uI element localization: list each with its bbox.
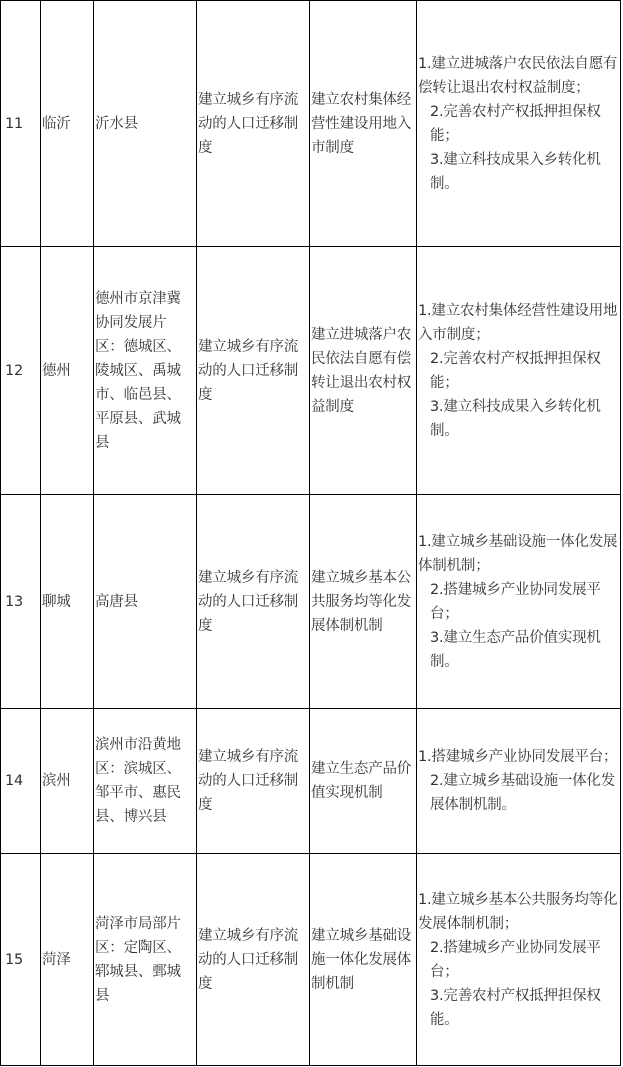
task-item: 1.建立城乡基础设施一体化发展体制机制； [418,533,618,574]
county-cell: 德州市京津冀协同发展片区：德城区、陵城区、禹城市、临邑县、平原县、武城县 [94,247,197,495]
county-cell: 菏泽市局部片区：定陶区、郓城县、鄄城县 [94,854,197,1066]
primary-task-cell: 建立生态产品价值实现机制 [310,709,417,854]
task-item: 3.建立科技成果入乡转化机制。 [430,398,601,439]
city-cell: 聊城 [41,495,94,709]
other-tasks-cell [417,1,621,247]
task-item: 2.搭建城乡产业协同发展平台； [430,581,601,622]
city-cell: 临沂 [41,1,94,247]
row-number: 13 [1,495,41,709]
row-number: 11 [1,1,41,247]
row-number: 12 [1,247,41,495]
reform-cell: 建立城乡有序流动的人口迁移制度 [197,1,310,247]
city-cell: 菏泽 [41,854,94,1066]
table-row [1,709,621,854]
reform-cell: 建立城乡有序流动的人口迁移制度 [197,709,310,854]
other-tasks-cell [417,854,621,1066]
other-tasks-cell [417,709,621,854]
reform-cell: 建立城乡有序流动的人口迁移制度 [197,247,310,495]
primary-task-cell: 建立城乡基本公共服务均等化发展体制机制 [310,495,417,709]
table-row [1,1,621,247]
reform-cell: 建立城乡有序流动的人口迁移制度 [197,854,310,1066]
task-item: 2.搭建城乡产业协同发展平台； [430,939,601,980]
reform-cell: 建立城乡有序流动的人口迁移制度 [197,495,310,709]
table-row [1,495,621,709]
task-item: 3.建立科技成果入乡转化机制。 [430,151,601,192]
task-item: 1.建立农村集体经营性建设用地入市制度； [418,302,618,343]
primary-task-cell: 建立城乡基础设施一体化发展体制机制 [310,854,417,1066]
county-cell: 滨州市沿黄地区：滨城区、邹平市、惠民县、博兴县 [94,709,197,854]
task-item: 1.搭建城乡产业协同发展平台； [418,749,618,765]
table-row [1,854,621,1066]
primary-task-cell: 建立农村集体经营性建设用地入市制度 [310,1,417,247]
county-cell: 高唐县 [94,495,197,709]
table-row [1,247,621,495]
task-item: 1.建立城乡基本公共服务均等化发展体制机制； [418,891,618,932]
primary-task-cell: 建立进城落户农民依法自愿有偿转让退出农村权益制度 [310,247,417,495]
city-cell: 德州 [41,247,94,495]
task-item: 2.建立城乡基础设施一体化发展体制机制。 [430,773,616,813]
task-item: 2.完善农村产权抵押担保权能； [430,350,601,391]
other-tasks-cell [417,495,621,709]
task-item: 1.建立进城落户农民依法自愿有偿转让退出农村权益制度； [418,55,618,96]
task-item: 2.完善农村产权抵押担保权能； [430,103,601,144]
other-tasks-cell [417,247,621,495]
task-item: 3.建立生态产品价值实现机制。 [430,629,601,670]
task-item: 3.完善农村产权抵押担保权能。 [430,987,601,1028]
row-number: 14 [1,709,41,854]
row-number: 15 [1,854,41,1066]
city-cell: 滨州 [41,709,94,854]
county-cell: 沂水县 [94,1,197,247]
